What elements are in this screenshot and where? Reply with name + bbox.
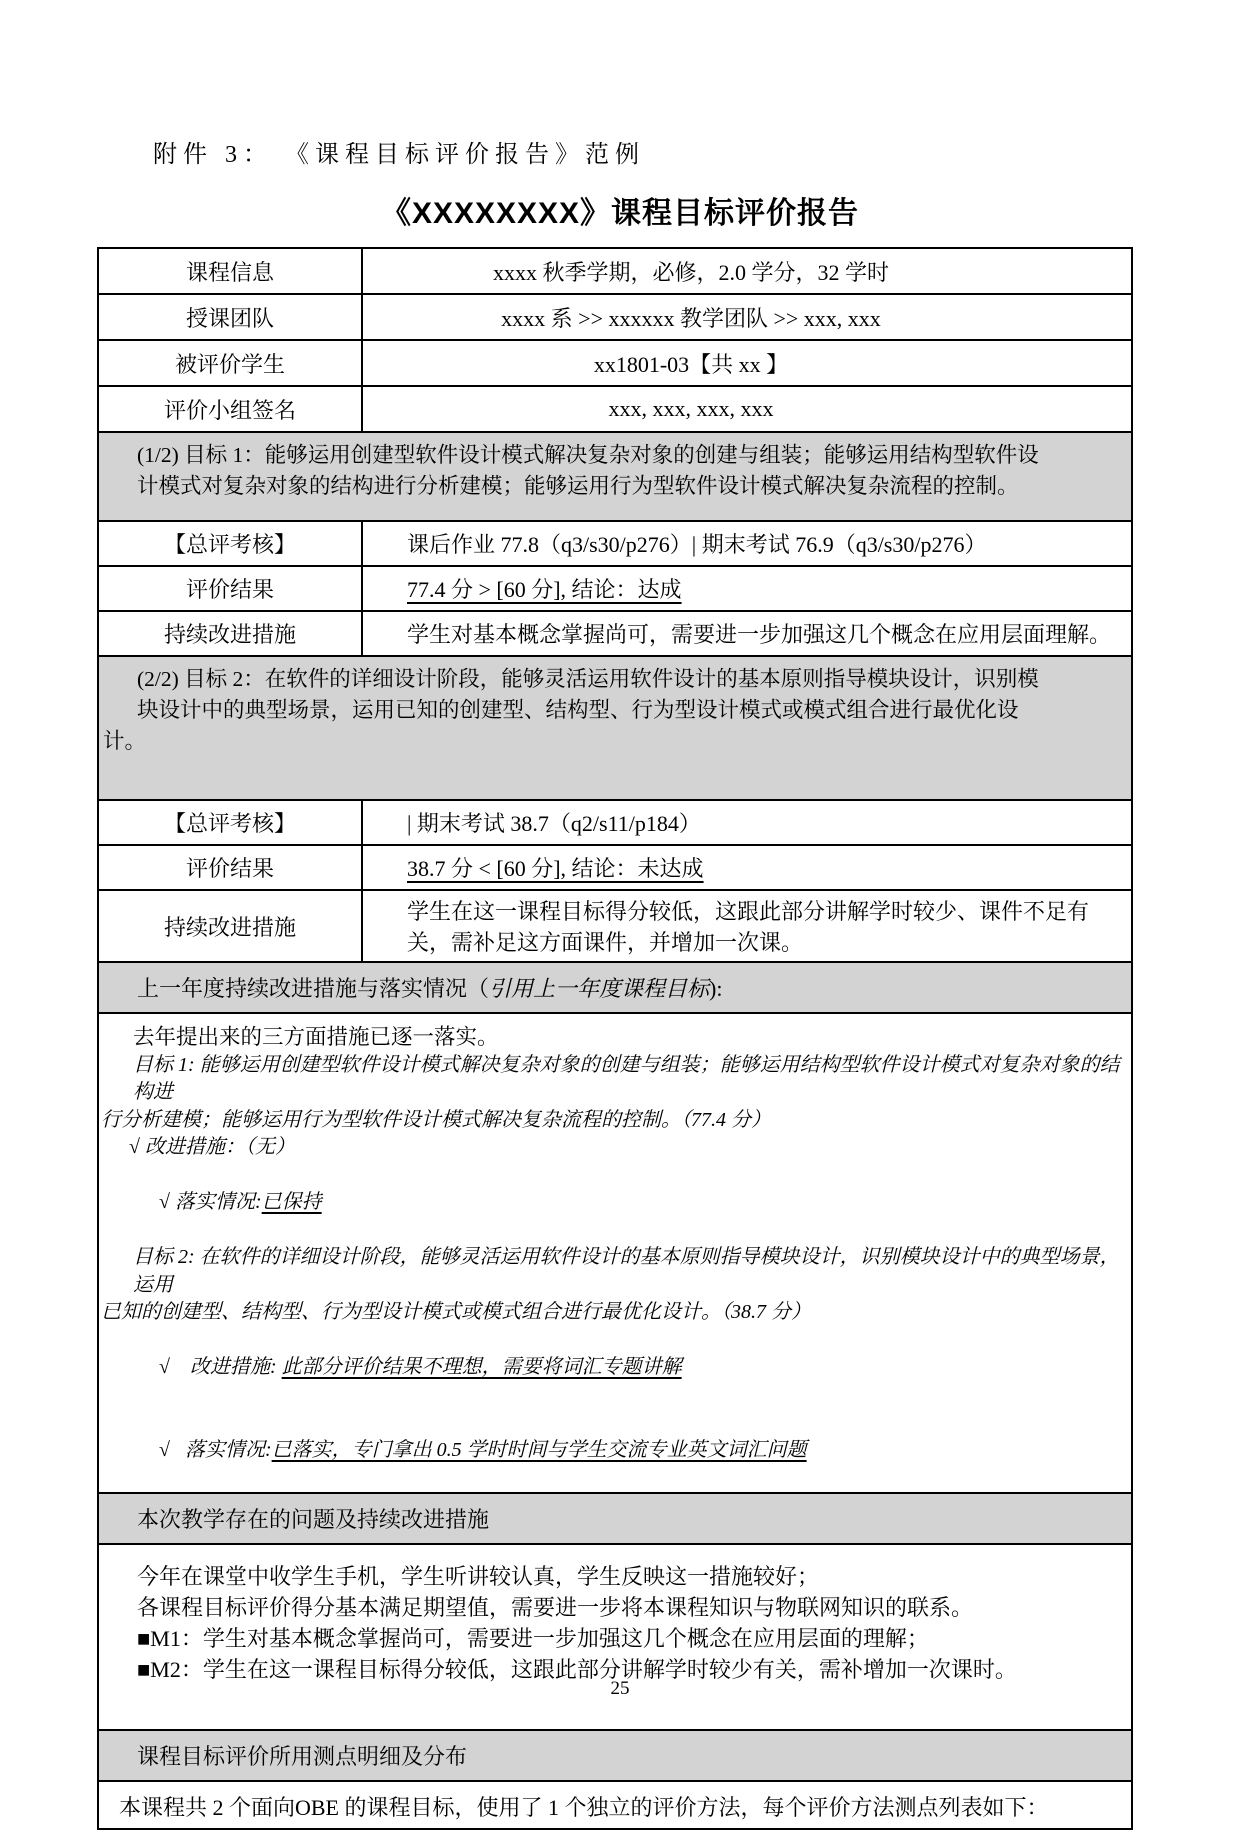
measurement-header-band: 课程目标评价所用测点明细及分布	[99, 1731, 1131, 1782]
objective1-header-line1: (1/2) 目标 1：能够运用创建型软件设计模式解决复杂对象的创建与组装；能够运用结构型软件设	[137, 443, 1039, 467]
previous-year-header-band	[99, 963, 1131, 1014]
objective1-result-text: 77.4 分 > [60 分], 结论：达成	[407, 577, 682, 602]
attachment-heading: 附件 3： 《课程目标评价报告》范例	[153, 142, 645, 168]
objective1-improvement-label: 持续改进措施	[99, 612, 363, 655]
course-info-value: xxxx 秋季学期，必修，2.0 学分，32 学时	[492, 259, 889, 285]
objective2-improvement-label: 持续改进措施	[99, 891, 363, 961]
problems-line4: ■M2：学生在这一课程目标得分较低，这跟此部分讲解学时较少有关，需补增加一次课时。	[137, 1656, 1017, 1682]
problems-line1: 今年在课堂中收学生手机，学生听讲较认真，学生反映这一措施较好；	[137, 1563, 820, 1589]
objective2-improvement-text: 学生在这一课程目标得分较低，这跟此部分讲解学时较少、课件不足有关，需补足这方面课件，并增加一次课。	[407, 899, 1090, 955]
course-info-label: 课程信息	[99, 249, 363, 293]
objective2-improvement-value	[363, 891, 1131, 961]
objective2-result-row	[99, 846, 1131, 891]
objective1-improvement-value: 学生对基本概念掌握尚可，需要进一步加强这几个概念在应用层面理解。	[407, 622, 1112, 647]
previous-goal2-implementation-prefix: √ 落实情况:	[159, 1438, 272, 1461]
previous-year-header-suffix: ):	[709, 976, 723, 1001]
teaching-team-label: 授课团队	[99, 295, 363, 339]
objective1-result-label: 评价结果	[99, 567, 363, 610]
problems-line3: ■M1：学生对基本概念掌握尚可，需要进一步加强这几个概念在应用层面的理解；	[137, 1625, 929, 1651]
previous-year-header-italic: 引用上一年度课程目标	[489, 976, 710, 1001]
previous-goal1-implementation	[101, 1162, 1127, 1245]
objective2-result-label: 评价结果	[99, 846, 363, 889]
objective2-assessment-label: 【总评考核】	[99, 801, 363, 844]
problems-line2: 各课程目标评价得分基本满足期望值，需要进一步将本课程知识与物联网知识的联系。	[137, 1594, 974, 1620]
teaching-team-row	[99, 295, 1131, 341]
objective1-assessment-row	[99, 522, 1131, 567]
previous-goal2-line1: 目标 2: 在软件的详细设计阶段，能够灵活运用软件设计的基本原则指导模块设计，识别模块设计中的典型场景，运用	[133, 1246, 1120, 1296]
teaching-team-value: xxxx 系 >> xxxxxx 教学团队 >> xxx, xxx	[501, 305, 881, 331]
previous-goal2-improvement	[101, 1327, 1127, 1410]
course-info-row	[99, 249, 1131, 295]
objective1-header-line2: 计模式对复杂对象的结构进行分析建模；能够运用行为型软件设计模式解决复杂流程的控制。	[137, 474, 1019, 498]
objective2-result-text: 38.7 分 < [60 分], 结论：未达成	[407, 856, 704, 881]
signatures-row	[99, 387, 1131, 433]
previous-goal1-line1: 目标 1: 能够运用创建型软件设计模式解决复杂对象的创建与组装；能够运用结构型软件设计模式对复杂对象的结构进	[133, 1053, 1120, 1103]
previous-year-intro: 去年提出来的三方面措施已逐一落实。	[133, 1025, 499, 1049]
previous-goal2-implementation	[101, 1409, 1127, 1492]
evaluated-students-label: 被评价学生	[99, 341, 363, 385]
signatures-value: xxx, xxx, xxx, xxx	[608, 396, 774, 421]
objective1-improvement-row	[99, 612, 1131, 657]
previous-goal1-implementation-status: 已保持	[261, 1191, 322, 1213]
objective2-header-line1: (2/2) 目标 2：在软件的详细设计阶段，能够灵活运用软件设计的基本原则指导模块设计，识别模	[137, 667, 1039, 691]
problems-body	[99, 1545, 1131, 1731]
report-title: 《XXXXXXXX》课程目标评价报告	[380, 197, 860, 230]
objective2-assessment-value: | 期末考试 38.7（q2/s11/p184）	[407, 811, 701, 836]
objective2-header-line2: 块设计中的典型场景，运用已知的创建型、结构型、行为型设计模式或模式组合进行最优化设	[137, 698, 1019, 722]
previous-goal2-improvement-text: 此部分评价结果不理想，需要将词汇专题讲解	[281, 1356, 682, 1378]
previous-goal2-implementation-status: 已落实，专门拿出 0.5 学时时间与学生交流专业英文词汇问题	[271, 1438, 807, 1461]
previous-goal1-improvement: √ 改进措施：（无）	[129, 1136, 295, 1158]
evaluation-report-table	[97, 247, 1133, 1830]
measurement-body-row	[99, 1782, 1131, 1828]
objective1-result-row	[99, 567, 1131, 612]
objective2-assessment-row	[99, 801, 1131, 846]
evaluated-students-value: xx1801-03【共 xx 】	[593, 351, 789, 377]
problems-header-band: 本次教学存在的问题及持续改进措施	[99, 1494, 1131, 1545]
previous-goal2-improvement-prefix: √ 改进措施:	[159, 1356, 282, 1378]
signatures-label: 评价小组签名	[99, 387, 363, 431]
objective2-header-band	[99, 657, 1131, 801]
previous-goal2-line2: 已知的创建型、结构型、行为型设计模式或模式组合进行最优化设计。（38.7 分）	[101, 1301, 811, 1323]
objective1-header-band	[99, 433, 1131, 522]
objective1-assessment-value: 课后作业 77.8（q3/s30/p276）| 期末考试 76.9（q3/s30/p276）	[407, 532, 987, 557]
objective2-header-line3: 计。	[103, 729, 147, 753]
objective2-result-value	[363, 846, 1131, 889]
evaluated-students-row	[99, 341, 1131, 387]
objective2-improvement-row	[99, 891, 1131, 963]
objective1-assessment-label: 【总评考核】	[99, 522, 363, 565]
previous-goal1-line2: 行分析建模；能够运用行为型软件设计模式解决复杂流程的控制。（77.4 分）	[101, 1108, 771, 1131]
previous-year-header-prefix: 上一年度持续改进措施与落实情况（	[137, 976, 490, 1001]
measurement-body-text: 本课程共 2 个面向OBE 的课程目标，使用了 1 个独立的评价方法，每个评价方法测点列表如下：	[119, 1794, 1049, 1820]
previous-goal1-implementation-prefix: √ 落实情况:	[159, 1191, 262, 1213]
objective1-result-value	[363, 567, 1131, 610]
previous-year-body	[99, 1014, 1131, 1494]
page-number: 25	[610, 1678, 630, 1699]
